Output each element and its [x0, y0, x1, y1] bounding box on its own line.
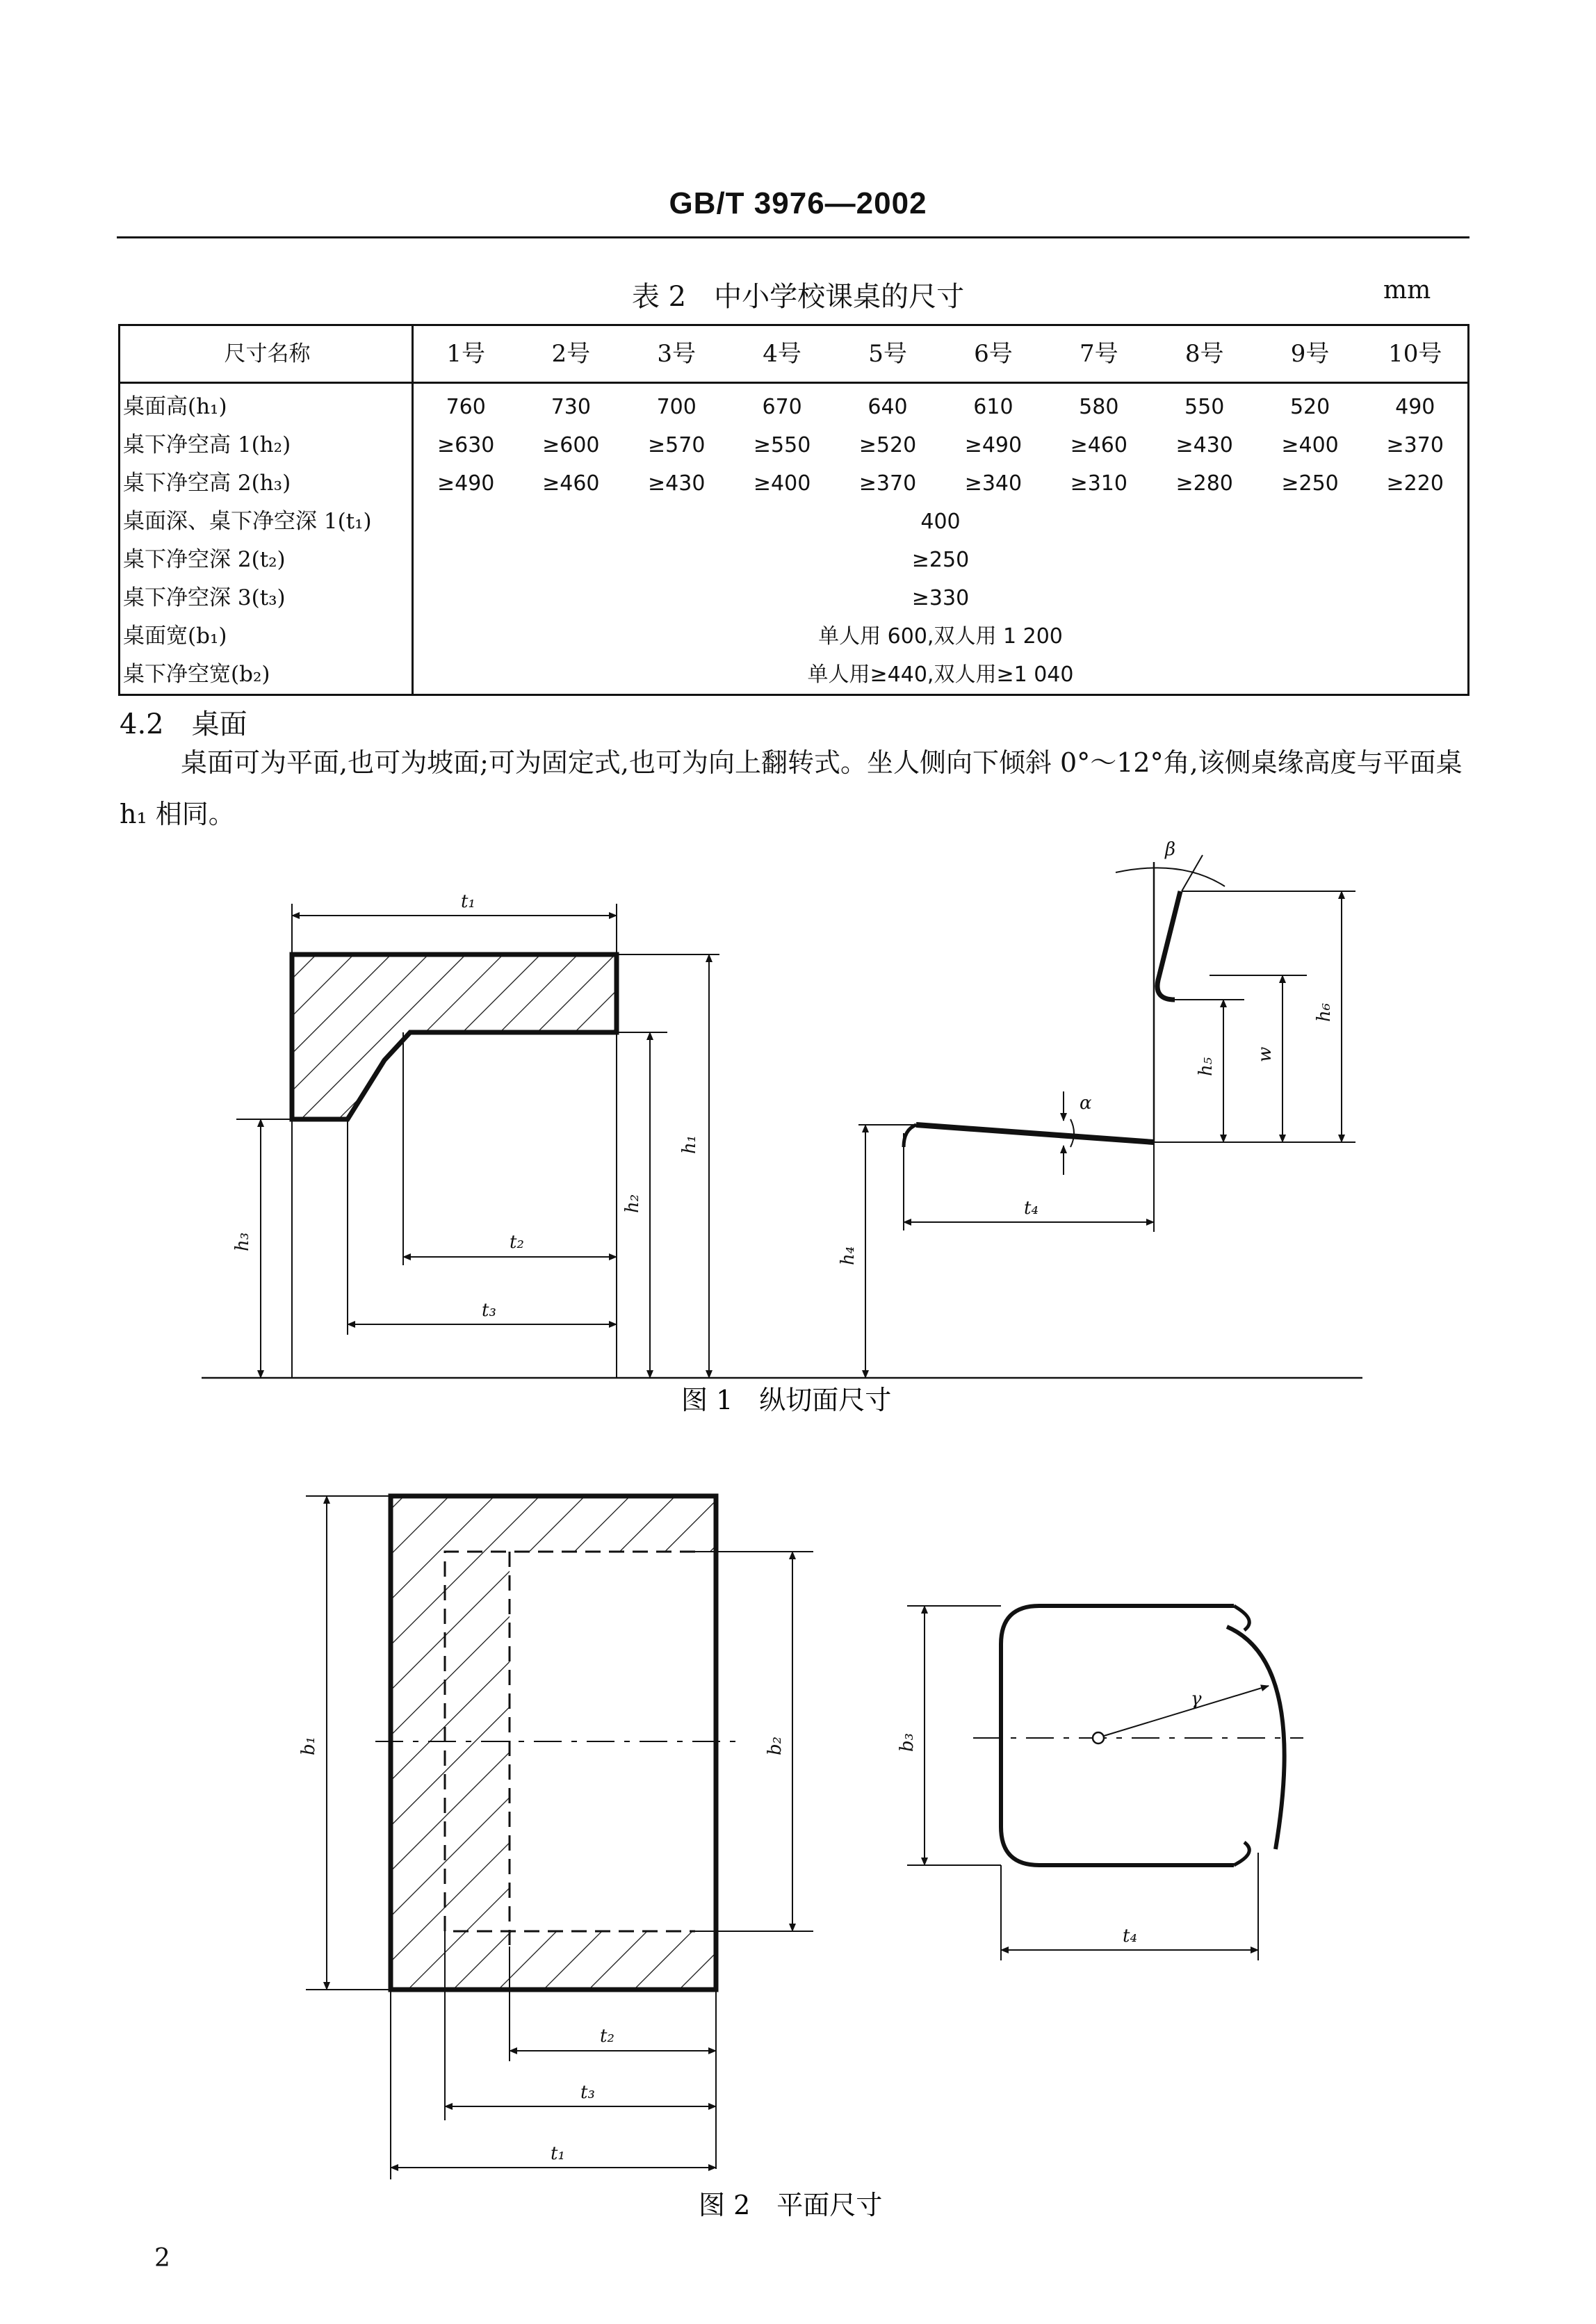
table-cell: ≥630 — [437, 433, 495, 457]
table-cell: ≥280 — [1175, 471, 1233, 496]
label-h4: h₄ — [838, 1246, 858, 1265]
table-cell: 520 — [1289, 395, 1330, 419]
figure1-caption: 图 1 纵切面尺寸 — [681, 1385, 892, 1415]
table-cell: 490 — [1395, 395, 1435, 419]
figure2-plan-view — [306, 1496, 1303, 2179]
table-cell: ≥600 — [542, 433, 600, 457]
header-cell: 2号 — [518, 325, 624, 383]
desk-plan-hatch — [391, 1496, 716, 1990]
label-t2: t₂ — [510, 1232, 524, 1253]
label-t2-plan: t₂ — [600, 2026, 614, 2047]
label-t1-plan: t₁ — [551, 2143, 565, 2164]
header-cell: 尺寸名称 — [120, 325, 413, 383]
figure2-caption: 图 2 平面尺寸 — [699, 2190, 883, 2220]
header-cell: 4号 — [729, 325, 835, 383]
sloped-desk-top — [916, 1125, 1154, 1142]
table-cell: ≥430 — [1175, 433, 1233, 457]
label-gamma: γ — [1191, 1689, 1202, 1709]
table-cell: ≥250 — [1281, 471, 1339, 496]
label-b3: b₃ — [897, 1732, 918, 1752]
label-b2: b₂ — [765, 1736, 785, 1755]
header-cell: 10号 — [1363, 325, 1469, 383]
desk-section-shape — [292, 954, 617, 1119]
merged-cell: 400 — [920, 510, 961, 534]
label-h5: h₅ — [1196, 1057, 1216, 1076]
radius-gamma-line — [1104, 1686, 1269, 1736]
merged-cell: ≥250 — [911, 548, 970, 572]
label-t3: t₃ — [482, 1300, 496, 1321]
table-cell: 760 — [446, 395, 486, 419]
table-cell: ≥490 — [437, 471, 495, 496]
table-cell: ≥310 — [1070, 471, 1127, 496]
table-cell: ≥430 — [648, 471, 706, 496]
row-label: 桌下净空深 2(t₂) — [120, 541, 413, 579]
table-cell: ≥400 — [1281, 433, 1339, 457]
table-unit: mm — [1383, 276, 1431, 304]
figure1-longitudinal-section — [202, 855, 1362, 1378]
table-cell: 640 — [868, 395, 908, 419]
table-caption: 表 2 中小学校课桌的尺寸 — [631, 281, 965, 313]
document-header: GB/T 3976—2002 — [669, 186, 927, 220]
row-label: 桌下净空宽(b₂) — [120, 656, 413, 695]
table-cell: ≥520 — [858, 433, 917, 457]
header-cell: 3号 — [624, 325, 729, 383]
row-label: 桌下净空深 3(t₃) — [120, 579, 413, 617]
angle-alpha-arc — [1070, 1119, 1074, 1147]
label-alpha: α — [1080, 1093, 1092, 1114]
section-title: 4.2 桌面 — [120, 708, 247, 740]
label-t3-plan: t₃ — [580, 2082, 595, 2103]
label-b1: b₁ — [298, 1736, 319, 1755]
figure1-labels — [232, 839, 1335, 1321]
merged-cell: 单人用 600,双人用 1 200 — [818, 624, 1063, 649]
table-cell: ≥340 — [964, 471, 1023, 496]
page-number: 2 — [154, 2244, 170, 2273]
row-label: 桌面高(h₁) — [120, 383, 413, 427]
table-cell: ≥370 — [858, 471, 917, 496]
table-cell: ≥220 — [1386, 471, 1444, 496]
label-beta: β — [1165, 839, 1176, 860]
label-t4: t₄ — [1024, 1198, 1039, 1219]
table-cell: 580 — [1079, 395, 1119, 419]
label-t1: t₁ — [461, 891, 475, 912]
table-cell: ≥400 — [753, 471, 811, 496]
label-h6: h₆ — [1314, 1002, 1335, 1022]
merged-cell: 单人用≥440,双人用≥1 040 — [807, 663, 1074, 687]
label-h3: h₃ — [232, 1232, 253, 1251]
header-cell: 1号 — [413, 325, 519, 383]
row-label: 桌面宽(b₁) — [120, 617, 413, 656]
table-cell: 610 — [973, 395, 1013, 419]
table-cell: ≥490 — [964, 433, 1023, 457]
table-cell: 730 — [551, 395, 591, 419]
row-label: 桌下净空高 1(h₂) — [120, 426, 413, 464]
table-cell: ≥550 — [753, 433, 811, 457]
label-t4-plan: t₄ — [1123, 1926, 1137, 1947]
table-cell: ≥370 — [1386, 433, 1444, 457]
label-h1: h₁ — [679, 1135, 700, 1154]
row-label: 桌面深、桌下净空深 1(t₁) — [120, 503, 413, 541]
book-ledge — [1157, 891, 1180, 1000]
table-cell: ≥570 — [648, 433, 706, 457]
table-cell: ≥460 — [1070, 433, 1127, 457]
seat-plan-outline — [1001, 1606, 1234, 1865]
header-cell: 5号 — [835, 325, 940, 383]
header-cell: 8号 — [1152, 325, 1257, 383]
table-cell: 550 — [1184, 395, 1225, 419]
table-cell: ≥460 — [542, 471, 600, 496]
table-cell: 670 — [762, 395, 802, 419]
angle-beta-arc — [1116, 868, 1225, 886]
header-cell: 6号 — [940, 325, 1046, 383]
header-cell: 7号 — [1046, 325, 1152, 383]
row-label: 桌下净空高 2(h₃) — [120, 464, 413, 503]
merged-cell: ≥330 — [911, 586, 970, 610]
label-w: w — [1255, 1046, 1276, 1062]
radius-center — [1093, 1732, 1104, 1744]
label-h2: h₂ — [622, 1194, 643, 1213]
table-cell: 700 — [656, 395, 697, 419]
section-paragraph: 桌面可为平面,也可为坡面;可为固定式,也可为向上翻转式。坐人侧向下倾斜 0°～12°角,该侧桌缘高度与平面桌 h₁ 相同。 — [120, 747, 1463, 829]
header-cell: 9号 — [1257, 325, 1363, 383]
